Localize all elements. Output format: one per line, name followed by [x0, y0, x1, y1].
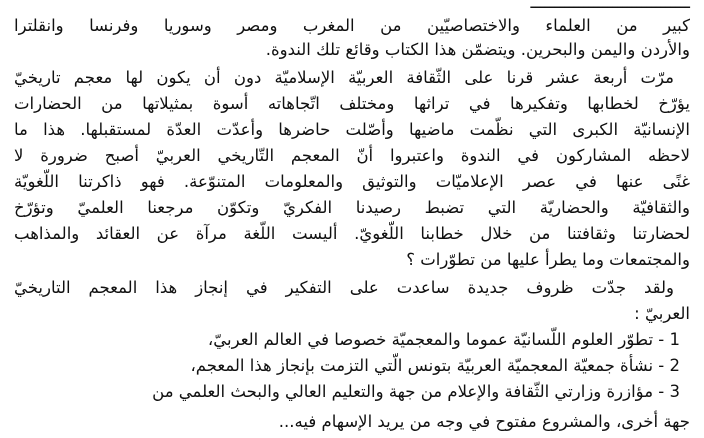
paragraph-2-line-4: لاحظه المشاركون في الندوة واعتبروا أنّ المعجم التّاريخي العربيّ أصبح ضرورة لا — [14, 146, 690, 165]
paragraph-2-line-6: والثقافيّة والحضاريّة التي تضبط رصيدنا الفكريّ وتكوّن مرجعنا العلميّ وتؤرّخ — [14, 198, 690, 217]
list-text: تطوّر العلوم اللّسانيّة عموما والمعجميّة خصوصا في العالم العربيّ، — [207, 330, 654, 349]
paragraph-2-line-2: يؤرّخ لخطابها وتفكيرها في تراثها ومختلف اتّجاهاته أسوة بمثيلاتها من الحضارات — [14, 94, 690, 113]
list-text: مؤازرة وزارتي الثّقافة والإعلام من جهة والتعليم العالي والبحث العلمي من — [152, 382, 654, 401]
list-separator: - — [653, 330, 665, 349]
paragraph-2-line-1: مرّت أربعة عشر قرنا على الثّقافة العربيّة الإسلاميّة دون أن يكون لها معجم تاريخيّ — [14, 68, 674, 87]
paragraph-3-line-1: ولقد جدّت ظروف جديدة ساعدت على التفكير في إنجاز هذا المعجم التاريخيّ — [14, 278, 674, 297]
list-number: 3 — [669, 382, 680, 401]
paragraph-1-line-2: والأردن واليمن والبحرين. ويتضمّن هذا الكتاب وقائع تلك الندوة. — [265, 40, 690, 59]
paragraph-2-line-3: الإنسانيّة الكبرى التي نظّمت ماضيها وأصّلت حاضرها وأعدّت العدّة لمستقبلها. هذا ما — [14, 120, 690, 139]
list-number: 2 — [669, 356, 680, 375]
list-text: نشأة جمعيّة المعجميّة العربيّة بتونس الّتي التزمت بإنجاز هذا المعجم، — [190, 356, 654, 375]
list-item-1 — [208, 328, 680, 352]
paragraph-2-line-7: لحضارتنا وثقافتنا من خلال خطابنا اللّغويّ. أليست اللّغة مرآة عن العقائد والمذاهب — [14, 224, 690, 243]
list-item-3 — [152, 380, 680, 404]
list-number: 1 — [669, 330, 680, 349]
paragraph-2-line-8: والمجتمعات وما يطرأ عليها من تطوّرات ؟ — [406, 250, 690, 269]
list-item-3-continuation: جهة أخرى، والمشروع مفتوح في وجه من يريد الإسهام فيه... — [278, 412, 690, 431]
list-separator: - — [653, 382, 665, 401]
list-separator: - — [653, 356, 665, 375]
top-clipped-line: ـــــــــــــــــــــــــــــــــ — [530, 0, 690, 12]
paragraph-1-line-1: كبير من العلماء والاختصاصيّين من المغرب ومصر وسوريا وفرنسا وانقلترا — [14, 16, 690, 35]
list-item-2 — [190, 354, 680, 378]
paragraph-3-line-2: العربيّ : — [634, 304, 690, 323]
paragraph-2-line-5: غنًى عنها في عصر الإعلاميّات والتوثيق والمعلومات المتنوّعة. فهو ذاكرتنا اللّغويّة — [14, 172, 690, 191]
